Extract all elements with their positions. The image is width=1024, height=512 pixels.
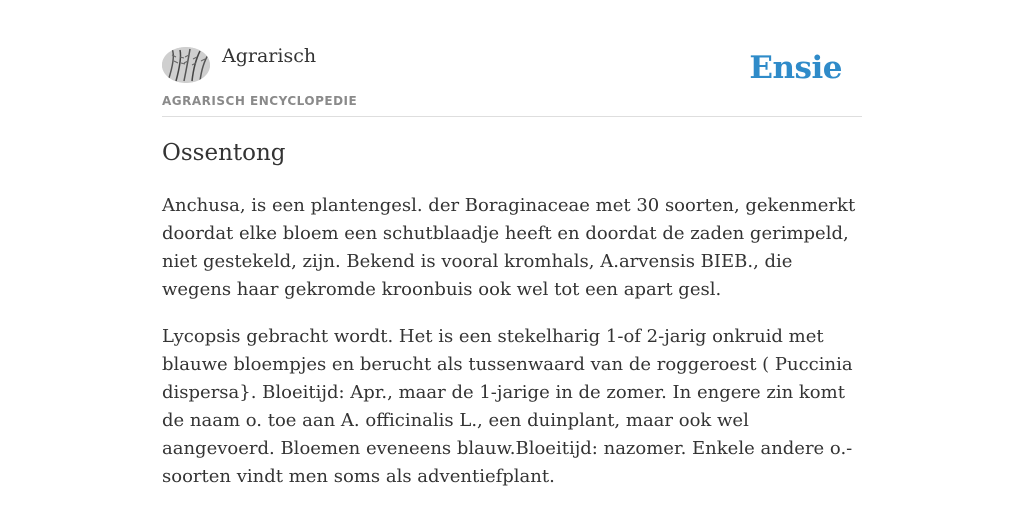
page-content [162, 0, 862, 487]
article-title: Ossentong [162, 140, 286, 166]
source-subtitle[interactable]: AGRARISCH ENCYCLOPEDIE [162, 94, 358, 108]
source-header [162, 0, 862, 117]
ensie-brand-link[interactable]: Ensie [749, 50, 842, 86]
article-paragraph-1: Anchusa, is een plantengesl. der Boraginaceae met 30 soorten, gekenmerkt doordat elke bloem een schutblaadje heeft en doordat de zaden gerimpeld, niet gestekeld, zijn. Bekend is vooral kromhals, A.arvensis BIEB., die wegens haar gekromde kroonbuis ook wel tot een apart gesl. [162, 195, 856, 300]
article-paragraph-2: Lycopsis gebracht wordt. Het is een stekelharig 1-of 2-jarig onkruid met blauwe bloempjes en berucht als tussenwaard van de roggeroest ( Puccinia dispersa}. Bloeitijd: Apr., maar de 1-jarige in de zomer. In engere zin komt de naam o. toe aan A. officinalis L., een duinplant, maar ook wel aangevoerd. Bloemen eveneens blauw.Bloeitijd: nazomer. Enkele andere o.-soorten vindt men soms als adventiefplant. [162, 326, 853, 487]
wheat-logo-icon[interactable] [162, 47, 210, 83]
source-name[interactable]: Agrarisch [222, 45, 317, 67]
